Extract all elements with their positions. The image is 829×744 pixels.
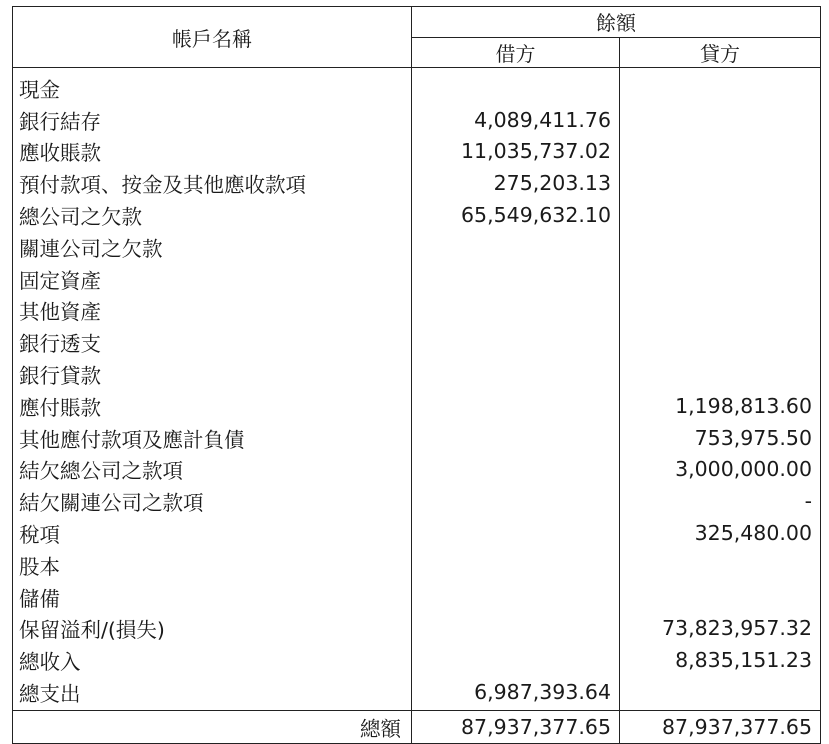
total-row xyxy=(13,710,821,743)
total-label: 總額 xyxy=(13,710,412,743)
account-cell: 稅項 xyxy=(13,517,412,549)
account-cell: 股本 xyxy=(13,549,412,581)
table-row xyxy=(13,581,821,613)
account-cell: 儲備 xyxy=(13,581,412,613)
credit-cell xyxy=(620,68,821,104)
credit-cell: 1,198,813.60 xyxy=(620,390,821,422)
table-row xyxy=(13,422,821,454)
credit-cell: 753,975.50 xyxy=(620,422,821,454)
debit-cell xyxy=(412,581,620,613)
account-cell: 固定資產 xyxy=(13,263,412,295)
debit-cell xyxy=(412,422,620,454)
debit-cell: 11,035,737.02 xyxy=(412,136,620,168)
table-row xyxy=(13,644,821,676)
account-cell: 銀行結存 xyxy=(13,104,412,136)
credit-cell xyxy=(620,295,821,327)
table-row xyxy=(13,676,821,710)
credit-cell xyxy=(620,326,821,358)
debit-cell xyxy=(412,68,620,104)
credit-header: 貸方 xyxy=(620,37,821,68)
debit-cell xyxy=(412,263,620,295)
table-row xyxy=(13,485,821,517)
table-row xyxy=(13,104,821,136)
debit-cell xyxy=(412,358,620,390)
table-row xyxy=(13,326,821,358)
debit-cell xyxy=(412,326,620,358)
table-row xyxy=(13,68,821,104)
credit-cell xyxy=(620,358,821,390)
account-cell: 總公司之欠款 xyxy=(13,199,412,231)
table-row xyxy=(13,295,821,327)
table-row xyxy=(13,231,821,263)
credit-cell xyxy=(620,199,821,231)
debit-cell xyxy=(412,613,620,645)
total-debit: 87,937,377.65 xyxy=(412,710,620,743)
credit-cell xyxy=(620,263,821,295)
credit-cell: 325,480.00 xyxy=(620,517,821,549)
debit-cell: 4,089,411.76 xyxy=(412,104,620,136)
debit-cell: 275,203.13 xyxy=(412,167,620,199)
table-row xyxy=(13,358,821,390)
table-row xyxy=(13,613,821,645)
account-name-header: 帳戶名稱 xyxy=(13,7,412,68)
debit-cell xyxy=(412,390,620,422)
credit-cell xyxy=(620,104,821,136)
debit-cell: 65,549,632.10 xyxy=(412,199,620,231)
debit-cell: 6,987,393.64 xyxy=(412,676,620,710)
balance-header: 餘額 xyxy=(412,7,821,38)
debit-cell xyxy=(412,454,620,486)
account-cell: 保留溢利/(損失) xyxy=(13,613,412,645)
table-row xyxy=(13,263,821,295)
debit-cell xyxy=(412,231,620,263)
debit-cell xyxy=(412,644,620,676)
trial-balance-sheet xyxy=(12,6,820,741)
debit-cell xyxy=(412,485,620,517)
credit-cell: - xyxy=(620,485,821,517)
table-row xyxy=(13,390,821,422)
credit-cell: 8,835,151.23 xyxy=(620,644,821,676)
table-row xyxy=(13,549,821,581)
account-cell: 其他應付款項及應計負債 xyxy=(13,422,412,454)
table-row xyxy=(13,199,821,231)
credit-cell xyxy=(620,167,821,199)
credit-cell xyxy=(620,581,821,613)
ledger-body xyxy=(13,68,821,711)
account-cell: 應付賬款 xyxy=(13,390,412,422)
account-cell: 銀行貸款 xyxy=(13,358,412,390)
credit-cell xyxy=(620,676,821,710)
debit-cell xyxy=(412,517,620,549)
account-cell: 銀行透支 xyxy=(13,326,412,358)
account-cell: 應收賬款 xyxy=(13,136,412,168)
account-cell: 其他資產 xyxy=(13,295,412,327)
debit-cell xyxy=(412,295,620,327)
account-cell: 關連公司之欠款 xyxy=(13,231,412,263)
credit-cell xyxy=(620,136,821,168)
account-cell: 現金 xyxy=(13,68,412,104)
credit-cell: 73,823,957.32 xyxy=(620,613,821,645)
table-row xyxy=(13,517,821,549)
account-cell: 預付款項、按金及其他應收款項 xyxy=(13,167,412,199)
account-cell: 總支出 xyxy=(13,676,412,710)
table-row xyxy=(13,167,821,199)
credit-cell: 3,000,000.00 xyxy=(620,454,821,486)
trial-balance-table xyxy=(12,6,821,744)
table-row xyxy=(13,454,821,486)
account-cell: 結欠關連公司之款項 xyxy=(13,485,412,517)
credit-cell xyxy=(620,549,821,581)
account-cell: 總收入 xyxy=(13,644,412,676)
credit-cell xyxy=(620,231,821,263)
account-cell: 結欠總公司之款項 xyxy=(13,454,412,486)
debit-header: 借方 xyxy=(412,37,620,68)
debit-cell xyxy=(412,549,620,581)
total-credit: 87,937,377.65 xyxy=(620,710,821,743)
table-row xyxy=(13,136,821,168)
